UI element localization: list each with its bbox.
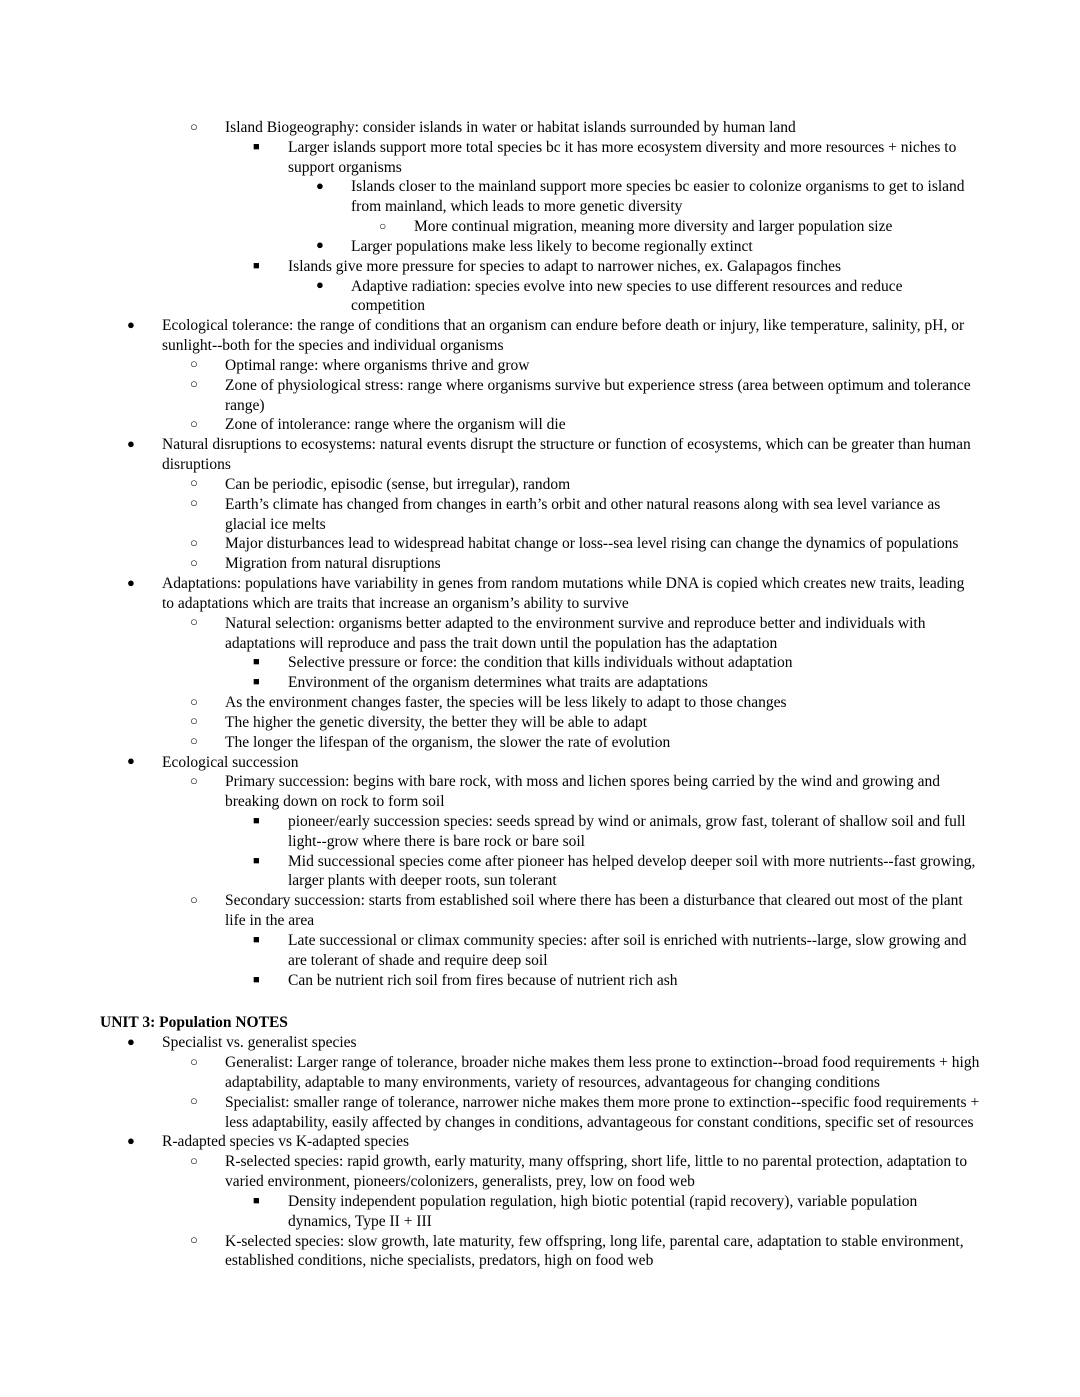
list-item-text: Can be nutrient rich soil from fires because of nutrient rich ash (288, 971, 678, 989)
list-item (100, 574, 980, 614)
list-item (100, 891, 980, 931)
list-item-text: The longer the lifespan of the organism, the slower the rate of evolution (225, 733, 671, 751)
list-item-text: Can be periodic, episodic (sense, but irregular), random (225, 475, 571, 493)
list-item-text: Adaptive radiation: species evolve into new species to use different resources and reduce competition (351, 277, 903, 315)
list-item-text: Larger populations make less likely to become regionally extinct (351, 237, 753, 255)
list-item-text: K-selected species: slow growth, late maturity, few offspring, long life, parental care, adaptation to stable environment, established conditions, niche specialists, predators, high on food web (225, 1232, 964, 1270)
notes-list-unit-3 (100, 1033, 980, 1271)
list-item (100, 237, 980, 257)
list-item-text: Zone of intolerance: range where the organism will die (225, 416, 566, 434)
list-item (100, 534, 980, 554)
bullet-disc-icon: ● (127, 574, 135, 590)
list-item-text: Selective pressure or force: the condition that kills individuals without adaptation (288, 654, 793, 672)
list-item (100, 931, 980, 971)
list-item (100, 495, 980, 535)
notes-list-top (100, 118, 980, 990)
list-item-text: Optimal range: where organisms thrive and grow (225, 356, 530, 374)
list-item (100, 1152, 980, 1192)
bullet-square-icon: ■ (253, 140, 260, 153)
list-item (100, 177, 980, 217)
list-item (100, 316, 980, 356)
list-item (100, 614, 980, 654)
bullet-circle-icon: ○ (190, 495, 198, 511)
bullet-disc-icon: ● (316, 277, 324, 293)
bullet-square-icon: ■ (253, 814, 260, 827)
list-item (100, 753, 980, 773)
list-item (100, 1093, 980, 1133)
list-item (100, 435, 980, 475)
bullet-disc-icon: ● (127, 1033, 135, 1049)
bullet-disc-icon: ● (127, 1132, 135, 1148)
list-item-text: Ecological succession (162, 753, 299, 771)
section-heading-unit-3: UNIT 3: Population NOTES (100, 1014, 288, 1032)
list-item (100, 772, 980, 812)
list-item (100, 376, 980, 416)
list-item-text: More continual migration, meaning more diversity and larger population size (414, 218, 893, 236)
list-item-text: R-selected species: rapid growth, early maturity, many offspring, short life, little to no parental protection, adaptation to varied environment, pioneers/colonizers, generalists, prey, low on food web (225, 1153, 968, 1191)
bullet-circle-icon: ○ (190, 376, 198, 392)
bullet-circle-icon: ○ (190, 1053, 198, 1069)
list-item (100, 1192, 980, 1232)
list-item-text: Density independent population regulation, high biotic potential (rapid recovery), variable population dynamics, Type II + III (288, 1192, 918, 1230)
list-item-text: Natural disruptions to ecosystems: natural events disrupt the structure or function of ecosystems, which can be greater than human disruptions (162, 436, 971, 474)
list-item (100, 812, 980, 852)
bullet-circle-icon: ○ (190, 415, 198, 431)
list-item-text: Islands give more pressure for species to adapt to narrower niches, ex. Galapagos finches (288, 257, 842, 275)
bullet-disc-icon: ● (316, 177, 324, 193)
bullet-circle-icon: ○ (190, 891, 198, 907)
bullet-circle-icon: ○ (379, 218, 387, 233)
list-item (100, 217, 980, 237)
bullet-circle-icon: ○ (190, 1152, 198, 1168)
bullet-disc-icon: ● (127, 316, 135, 332)
list-item (100, 733, 980, 753)
bullet-square-icon: ■ (253, 259, 260, 272)
list-item-text: Specialist vs. generalist species (162, 1034, 357, 1052)
list-item-text: Generalist: Larger range of tolerance, broader niche makes them less prone to extinction--broad food requirements + high adaptability, adaptable to many environments, variety of resources, advantageous for changing conditions (225, 1054, 980, 1091)
list-item-text: Mid successional species come after pioneer has helped develop deeper soil with more nutrients--fast growing, larger plants with deeper roots, sun tolerant (288, 852, 976, 890)
list-item-text: The higher the genetic diversity, the better they will be able to adapt (225, 713, 648, 731)
list-item-text: Specialist: smaller range of tolerance, narrower niche makes them more prone to extinction--specific food requirements + less adaptability, easily affected by changes in conditions, advantageous for constant conditions, specific set of resources (225, 1093, 980, 1131)
list-item (100, 257, 980, 277)
list-item (100, 852, 980, 892)
list-item-text: Zone of physiological stress: range where organisms survive but experience stress (area between optimum and tolerance range) (225, 376, 971, 414)
list-item (100, 1053, 980, 1093)
bullet-square-icon: ■ (253, 854, 260, 867)
list-item (100, 653, 980, 673)
bullet-circle-icon: ○ (190, 475, 198, 491)
list-item-text: Larger islands support more total species bc it has more ecosystem diversity and more resources + niches to support organisms (288, 138, 957, 176)
bullet-circle-icon: ○ (190, 1093, 198, 1109)
list-item-text: R-adapted species vs K-adapted species (162, 1133, 410, 1151)
bullet-circle-icon: ○ (190, 356, 198, 372)
list-item (100, 415, 980, 435)
list-item-text: Ecological tolerance: the range of conditions that an organism can endure before death or injury, like temperature, salinity, pH, or sunlight--both for the species and individual organisms (162, 317, 965, 355)
list-item (100, 713, 980, 733)
list-item-text: Adaptations: populations have variability in genes from random mutations while DNA is copied which creates new traits, leading to adaptations which are traits that increase an organism’s ability to survive (162, 575, 965, 612)
list-item (100, 971, 980, 991)
list-item (100, 138, 980, 178)
list-item (100, 475, 980, 495)
bullet-circle-icon: ○ (190, 118, 198, 134)
list-item (100, 673, 980, 693)
bullet-circle-icon: ○ (190, 772, 198, 788)
bullet-disc-icon: ● (127, 435, 135, 451)
list-item-text: Island Biogeography: consider islands in water or habitat islands surrounded by human land (225, 119, 796, 136)
bullet-square-icon: ■ (253, 656, 260, 669)
bullet-disc-icon: ● (316, 237, 324, 253)
list-item-text: Migration from natural disruptions (225, 555, 441, 573)
bullet-circle-icon: ○ (190, 733, 198, 749)
bullet-circle-icon: ○ (190, 554, 198, 570)
list-item-text: As the environment changes faster, the species will be less likely to adapt to those changes (225, 694, 787, 712)
list-item-text: Natural selection: organisms better adapted to the environment survive and reproduce better and individuals with adaptations will reproduce and pass the trait down until the population has the adaptation (225, 614, 926, 652)
list-item (100, 693, 980, 713)
bullet-square-icon: ■ (253, 933, 260, 946)
bullet-circle-icon: ○ (190, 693, 198, 709)
bullet-circle-icon: ○ (190, 614, 198, 630)
list-item-text: Islands closer to the mainland support more species bc easier to colonize organisms to get to island from mainland, which leads to more genetic diversity (351, 178, 965, 216)
bullet-disc-icon: ● (127, 753, 135, 768)
list-item-text: pioneer/early succession species: seeds spread by wind or animals, grow fast, tolerant of shallow soil and full light--grow where there is bare rock or bare soil (288, 812, 966, 850)
bullet-square-icon: ■ (253, 676, 260, 689)
bullet-circle-icon: ○ (190, 713, 198, 729)
bullet-square-icon: ■ (253, 1194, 260, 1207)
list-item (100, 118, 980, 138)
list-item (100, 1033, 980, 1053)
list-item-text: Environment of the organism determines what traits are adaptations (288, 674, 708, 692)
bullet-circle-icon: ○ (190, 534, 198, 550)
list-item-text: Late successional or climax community species: after soil is enriched with nutrients--large, slow growing and are tolerant of shade and require deep soil (288, 931, 967, 969)
list-item (100, 1232, 980, 1272)
list-item-text: Primary succession: begins with bare rock, with moss and lichen spores being carried by the wind and growing and breaking down on rock to form soil (225, 773, 940, 811)
bullet-square-icon: ■ (253, 973, 260, 986)
bullet-circle-icon: ○ (190, 1232, 198, 1248)
list-item-text: Major disturbances lead to widespread habitat change or loss--sea level rising can change the dynamics of populations (225, 535, 959, 553)
list-item (100, 356, 980, 376)
list-item-text: Earth’s climate has changed from changes in earth’s orbit and other natural reasons along with sea level variance as glacial ice melts (225, 495, 941, 533)
list-item (100, 277, 980, 317)
list-item (100, 554, 980, 574)
list-item (100, 1132, 980, 1152)
list-item-text: Secondary succession: starts from established soil where there has been a disturbance that cleared out most of the plant life in the area (225, 892, 963, 930)
